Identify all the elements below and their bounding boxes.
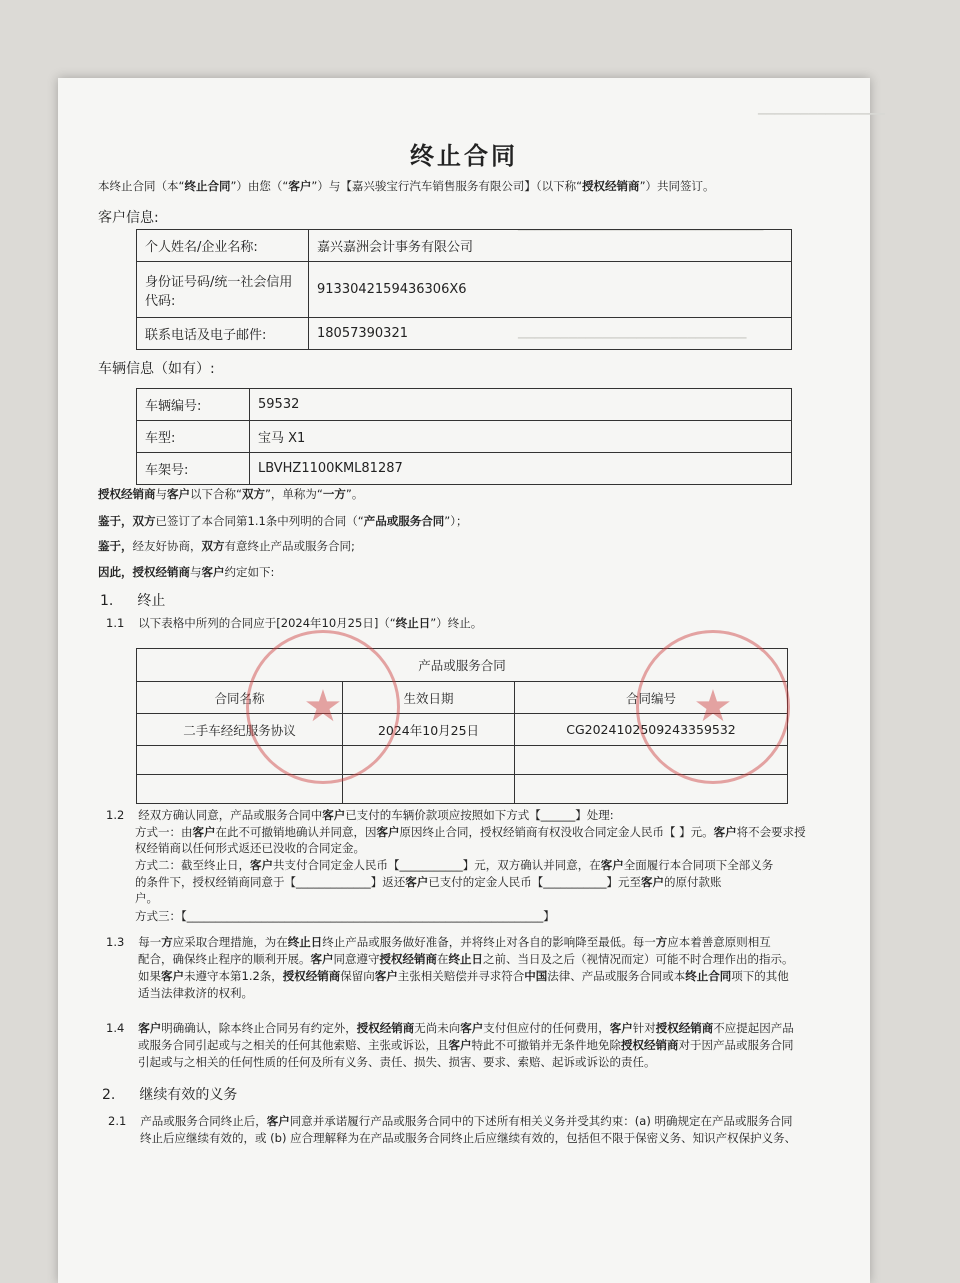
seal-star-icon: ★ xyxy=(303,681,343,732)
cell-effective-date xyxy=(343,775,515,804)
clause-1-2-option-3: 方式三：【______________________________________________________________】 xyxy=(135,909,555,923)
section-2-heading: 2. 继续有效的义务 xyxy=(102,1087,238,1103)
contact-value: 18057390321 xyxy=(309,318,792,350)
clause-1-3-line-2: 配合，确保终止程序的顺利开展。客户同意遵守授权经销商在终止日之前、当日及之后（视情况而定）可能不时合理作出的指示。 xyxy=(138,952,794,966)
clause-1-3-line-1: 1.3 每一方应采取合理措施，为在终止日终止产品或服务做好准备，并将终止对各自的影响降至最低。每一方应本着善意原则相互 xyxy=(106,935,771,949)
intro-paragraph: 本终止合同（本“终止合同”）由您（“客户”）与【嘉兴骏宝行汽车销售服务有限公司】（以下称“授权经销商”）共同签订。 xyxy=(98,179,715,193)
clause-1-3-line-3: 如果客户未遵守本第1.2条，授权经销商保留向客户主张相关赔偿并寻求符合中国法律、产品或服务合同或本终止合同项下的其他 xyxy=(138,969,789,983)
clause-1-2-option-2-end: 户。 xyxy=(135,891,158,905)
header-effective-date: 生效日期 xyxy=(343,682,515,714)
clause-1-2-option-2: 方式二：截至终止日，客户共支付合同定金人民币【___________】元，双方确认并同意，在客户全面履行本合同项下全部义务 xyxy=(135,858,774,872)
clause-1-4-line-3: 引起或与之相关的任何性质的任何及所有义务、责任、损失、损害、要求、索赔、起诉或诉讼的责任。 xyxy=(138,1055,656,1069)
bleed-through-text: ▁▁▁▁▁▁▁▁▁▁▁▁▁▁▁▁▁▁▁▁▁▁▁▁▁▁▁▁▁ xyxy=(518,218,764,231)
customer-contact-row xyxy=(137,318,792,350)
clause-1-2-option-1-cont: 权经销商以任何形式返还已没收的合同定金。 xyxy=(135,841,365,855)
clause-1-2-line-1: 1.2 经双方确认同意，产品或服务合同中客户已支付的车辆价款项应按照如下方式【______】处理: xyxy=(106,808,614,822)
vehicle-number-label: 车辆编号: xyxy=(137,389,250,421)
whereas-1: 鉴于，双方已签订了本合同第1.1条中列明的合同（“产品或服务合同”）； xyxy=(98,514,468,528)
table-row xyxy=(137,775,788,804)
cell-effective-date xyxy=(343,746,515,775)
clause-1-4-line-2: 或服务合同引起或与之相关的任何其他索赔、主张或诉讼，且客户特此不可撤销并无条件地免除授权经销商对于因产品或服务合同 xyxy=(138,1038,794,1052)
header-contract-name: 合同名称 xyxy=(137,682,343,714)
customer-info-table xyxy=(136,229,792,350)
vehicle-vin-row xyxy=(137,453,792,485)
customer-info-heading: 客户信息: xyxy=(98,210,159,226)
vehicle-number-row xyxy=(137,389,792,421)
clause-1-3-line-4: 适当法律救济的权利。 xyxy=(138,986,253,1000)
contract-table xyxy=(136,648,788,804)
vehicle-model-label: 车型: xyxy=(137,421,250,453)
contract-table-caption-row xyxy=(137,649,788,682)
clause-2-1-line-1: 2.1 产品或服务合同终止后，客户同意并承诺履行产品或服务合同中的下述所有相关义务并受其约束：(a) 明确规定在产品或服务合同 xyxy=(108,1114,793,1128)
cell-contract-number xyxy=(515,775,788,804)
clause-1-1: 1.1 以下表格中所列的合同应于[2024年10月25日]（“终止日”）终止。 xyxy=(106,616,483,630)
vehicle-vin-value: LBVHZ1100KML81287 xyxy=(250,453,792,485)
table-row xyxy=(137,746,788,775)
bleed-through-text: ▁▁▁▁▁▁▁▁▁▁▁▁▁▁▁▁▁▁▁▁▁▁▁▁▁▁▁ xyxy=(518,326,747,339)
customer-name-row xyxy=(137,230,792,262)
contract-table-caption: 产品或服务合同 xyxy=(137,649,788,682)
section-1-heading: 1. 终止 xyxy=(100,593,166,609)
vehicle-number-value: 59532 xyxy=(250,389,792,421)
cell-contract-name xyxy=(137,746,343,775)
table-row xyxy=(137,714,788,746)
clause-1-2-option-2-cont: 的条件下，授权经销商同意于【_____________】返还客户已支付的定金人民币【___________】元至客户的原付款账 xyxy=(135,875,722,889)
contract-table-header-row xyxy=(137,682,788,714)
parties-paragraph: 授权经销商与客户以下合称“双方”，单称为“一方”。 xyxy=(98,487,364,501)
vehicle-info-table xyxy=(136,388,792,485)
vehicle-model-row xyxy=(137,421,792,453)
id-value: 9133042159436306X6 xyxy=(309,262,792,318)
clause-2-1-line-2: 终止后应继续有效的，或 (b) 应合理解释为在产品或服务合同终止后应继续有效的，包括但不限于保密义务、知识产权保护义务、 xyxy=(140,1131,797,1145)
cell-contract-name: 二手车经纪服务协议 xyxy=(137,714,343,746)
vehicle-model-value: 宝马 X1 xyxy=(250,421,792,453)
clause-1-4-line-1: 1.4 客户明确确认，除本终止合同另有约定外，授权经销商无尚未向客户支付但应付的任何费用，客户针对授权经销商不应提起因产品 xyxy=(106,1021,794,1035)
clause-1-2-option-1: 方式一：由客户在此不可撤销地确认并同意，因客户原因终止合同，授权经销商有权没收合同定金人民币【 】元。客户将不会要求授 xyxy=(135,825,806,839)
name-value: 嘉兴嘉洲会计事务有限公司 xyxy=(309,230,792,262)
seal-star-icon: ★ xyxy=(693,681,733,732)
document-page xyxy=(58,78,885,1283)
vehicle-vin-label: 车架号: xyxy=(137,453,250,485)
whereas-2: 鉴于，经友好协商，双方有意终止产品或服务合同; xyxy=(98,539,355,553)
vehicle-info-heading: 车辆信息（如有）: xyxy=(98,361,215,377)
customer-id-row xyxy=(137,262,792,318)
contact-label: 联系电话及电子邮件: xyxy=(137,318,309,350)
header-contract-number: 合同编号 xyxy=(515,682,788,714)
id-label: 身份证号码/统一社会信用 代码: xyxy=(137,262,309,318)
therefore-paragraph: 因此，授权经销商与客户约定如下: xyxy=(98,565,275,579)
name-label: 个人姓名/企业名称: xyxy=(137,230,309,262)
bleed-through-text: ▁▁▁▁▁▁▁▁▁▁▁▁▁▁▁ xyxy=(758,102,885,115)
page-title: 终止合同 xyxy=(410,142,518,170)
cell-contract-number xyxy=(515,746,788,775)
cell-effective-date: 2024年10月25日 xyxy=(343,714,515,746)
cell-contract-name xyxy=(137,775,343,804)
cell-contract-number: CG2024102509243359532 xyxy=(515,714,788,746)
